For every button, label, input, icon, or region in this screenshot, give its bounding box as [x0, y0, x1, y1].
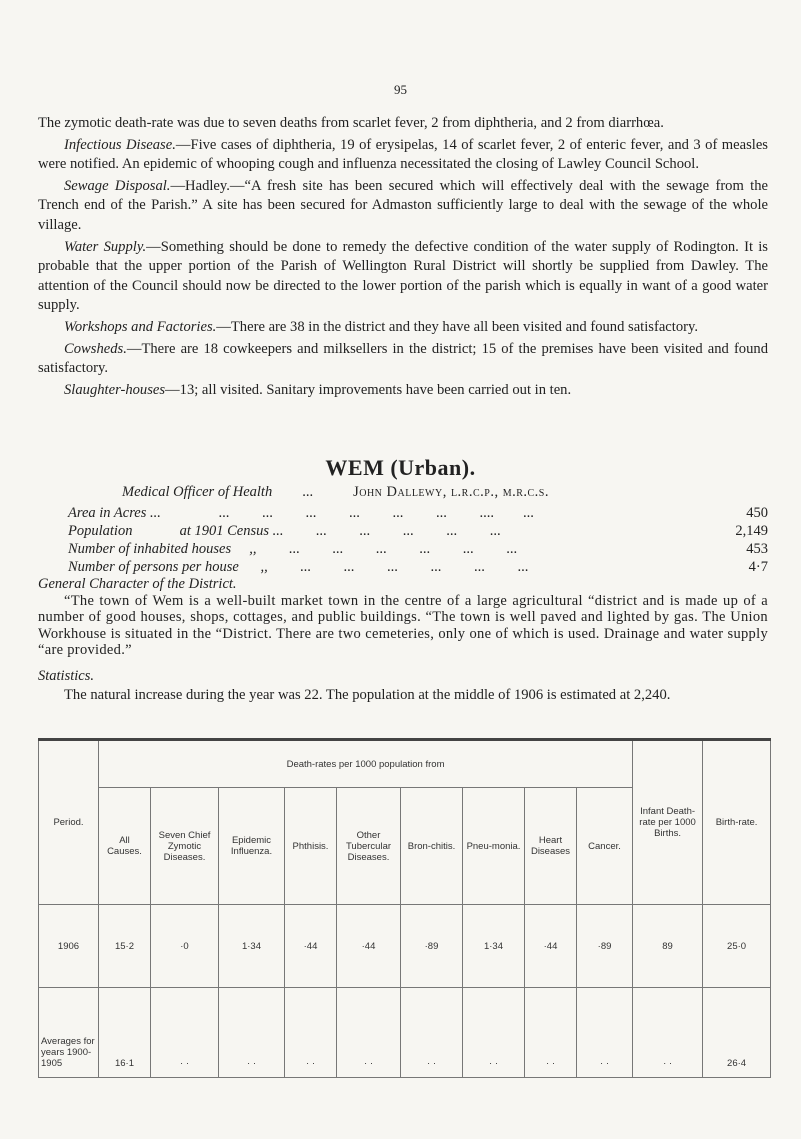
- header-phthisis: Phthisis.: [285, 788, 337, 905]
- body-text: [38, 114, 768, 402]
- table-row: [39, 905, 771, 988]
- table-cell: 16·1: [99, 988, 151, 1078]
- header-cancer: Cancer.: [577, 788, 633, 905]
- table-cell: 25·0: [703, 905, 771, 988]
- table-cell: 15·2: [99, 905, 151, 988]
- table-cell: · ·: [219, 988, 285, 1078]
- table-cell: ·89: [577, 905, 633, 988]
- header-pneumonia: Pneu-monia.: [463, 788, 525, 905]
- stat-row: [68, 522, 768, 540]
- paragraph-zymotic: The zymotic death-rate was due to seven deaths from scarlet fever, 2 from diphtheria, and 2 from diarrhœa.: [38, 115, 664, 131]
- paragraph-slaughter-houses: Slaughter-houses—13; all visited. Sanitary improvements have been carried out in ten.: [64, 381, 572, 398]
- header-birth-rate: Birth-rate.: [703, 740, 771, 905]
- table-cell: · ·: [337, 988, 401, 1078]
- header-heart: Heart Diseases: [525, 788, 577, 905]
- stat-value: 450: [746, 505, 768, 521]
- general-character: [38, 576, 768, 659]
- death-rates-table: [38, 738, 771, 1078]
- general-character-title: General Character of the District.: [38, 576, 237, 592]
- paragraph-water-supply: Water Supply.—Something should be done to remedy the defective condition of the water supply of Rodington. It is probable that the upper portion of the Parish of Wellington Rural District will shortly be supplied from Dawley. The attention of the Council should now be directed to the lower portion of the parish which is equally in want of a good water supply.: [38, 238, 768, 314]
- stat-row: [68, 540, 768, 558]
- paragraph-sewage-disposal: Sewage Disposal.—Hadley.—“A fresh site has been secured which will effectively deal with the sewage from the Trench end of the Parish.” A site has been secured for Admaston sufficiently large to deal with the sewage of the whole village.: [38, 177, 768, 233]
- table-cell: Averages for years 1900-1905: [39, 988, 99, 1078]
- stat-value: 453: [746, 541, 768, 557]
- stat-label: Population at 1901 Census ... ... ... ... ... ...: [68, 523, 501, 539]
- table-row: [39, 988, 771, 1078]
- paragraph-cowsheds: Cowsheds.—There are 18 cowkeepers and milksellers in the district; 15 of the premises have been visited and found satisfactory.: [38, 340, 768, 377]
- header-group: Death-rates per 1000 population from: [99, 740, 633, 788]
- header-infant-death-rate: Infant Death-rate per 1000 Births.: [633, 740, 703, 905]
- medical-officer-label: Medical Officer of Health: [122, 484, 273, 500]
- stat-label: Number of persons per house ,, ... ... ... ... ... ...: [68, 559, 529, 575]
- header-zymotic: Seven Chief Zymotic Diseases.: [151, 788, 219, 905]
- table-cell: · ·: [463, 988, 525, 1078]
- stat-value: 2,149: [735, 523, 768, 539]
- table-cell: ·44: [337, 905, 401, 988]
- table-cell: ·44: [525, 905, 577, 988]
- district-stats: [68, 504, 768, 576]
- header-all-causes: All Causes.: [99, 788, 151, 905]
- general-character-quote: “The town of Wem is a well-built market town in the centre of a large agricultural “district and is made up of a number of good houses, shops, cottages, and public buildings. “The town is well paved and lighted by gas. The Union Workhouse is situated in the “District. There are two cemeteries, only one of which is used. Drainage and water supply “are provided.”: [38, 592, 768, 658]
- table-cell: · ·: [525, 988, 577, 1078]
- header-tubercular: Other Tubercular Diseases.: [337, 788, 401, 905]
- statistics-title: Statistics.: [38, 668, 94, 684]
- header-bronchitis: Bron-chitis.: [401, 788, 463, 905]
- table-cell: 1·34: [219, 905, 285, 988]
- table-cell: 1·34: [463, 905, 525, 988]
- stat-value: 4·7: [748, 559, 768, 575]
- table-cell: · ·: [401, 988, 463, 1078]
- medical-officer-name: John Dallewy, l.r.c.p., m.r.c.s.: [353, 484, 549, 500]
- table-cell: · ·: [285, 988, 337, 1078]
- table-cell: ·89: [401, 905, 463, 988]
- paragraph-workshops: Workshops and Factories.—There are 38 in the district and they have all been visited and found satisfactory.: [64, 318, 698, 335]
- stat-label: Number of inhabited houses ,, ... ... ... ... ... ...: [68, 541, 518, 557]
- table-cell: 1906: [39, 905, 99, 988]
- header-period: Period.: [39, 740, 99, 905]
- table-cell: ·0: [151, 905, 219, 988]
- stat-row: [68, 504, 768, 522]
- stat-row: [68, 558, 768, 576]
- section-heading: WEM (Urban).: [325, 455, 476, 480]
- header-influenza: Epidemic Influenza.: [219, 788, 285, 905]
- stat-label: Area in Acres ... ... ... ... ... ... ... .... ...: [68, 505, 535, 521]
- medical-officer-line: [122, 484, 549, 501]
- table-cell: 26·4: [703, 988, 771, 1078]
- table-cell: · ·: [151, 988, 219, 1078]
- paragraph-infectious-disease: Infectious Disease.—Five cases of diphtheria, 19 of erysipelas, 14 of scarlet fever, 2 of enteric fever, and 3 of measles were notified. An epidemic of whooping cough and influenza necessitated the closing of Lawley Council School.: [38, 136, 768, 173]
- statistics-text: The natural increase during the year was 22. The population at the middle of 1906 is estimated at 2,240.: [64, 687, 671, 703]
- table-cell: 89: [633, 905, 703, 988]
- leader-dots: ...: [302, 484, 314, 500]
- page-number: 95: [394, 82, 407, 97]
- table-cell: · ·: [577, 988, 633, 1078]
- table-cell: · ·: [633, 988, 703, 1078]
- table-cell: ·44: [285, 905, 337, 988]
